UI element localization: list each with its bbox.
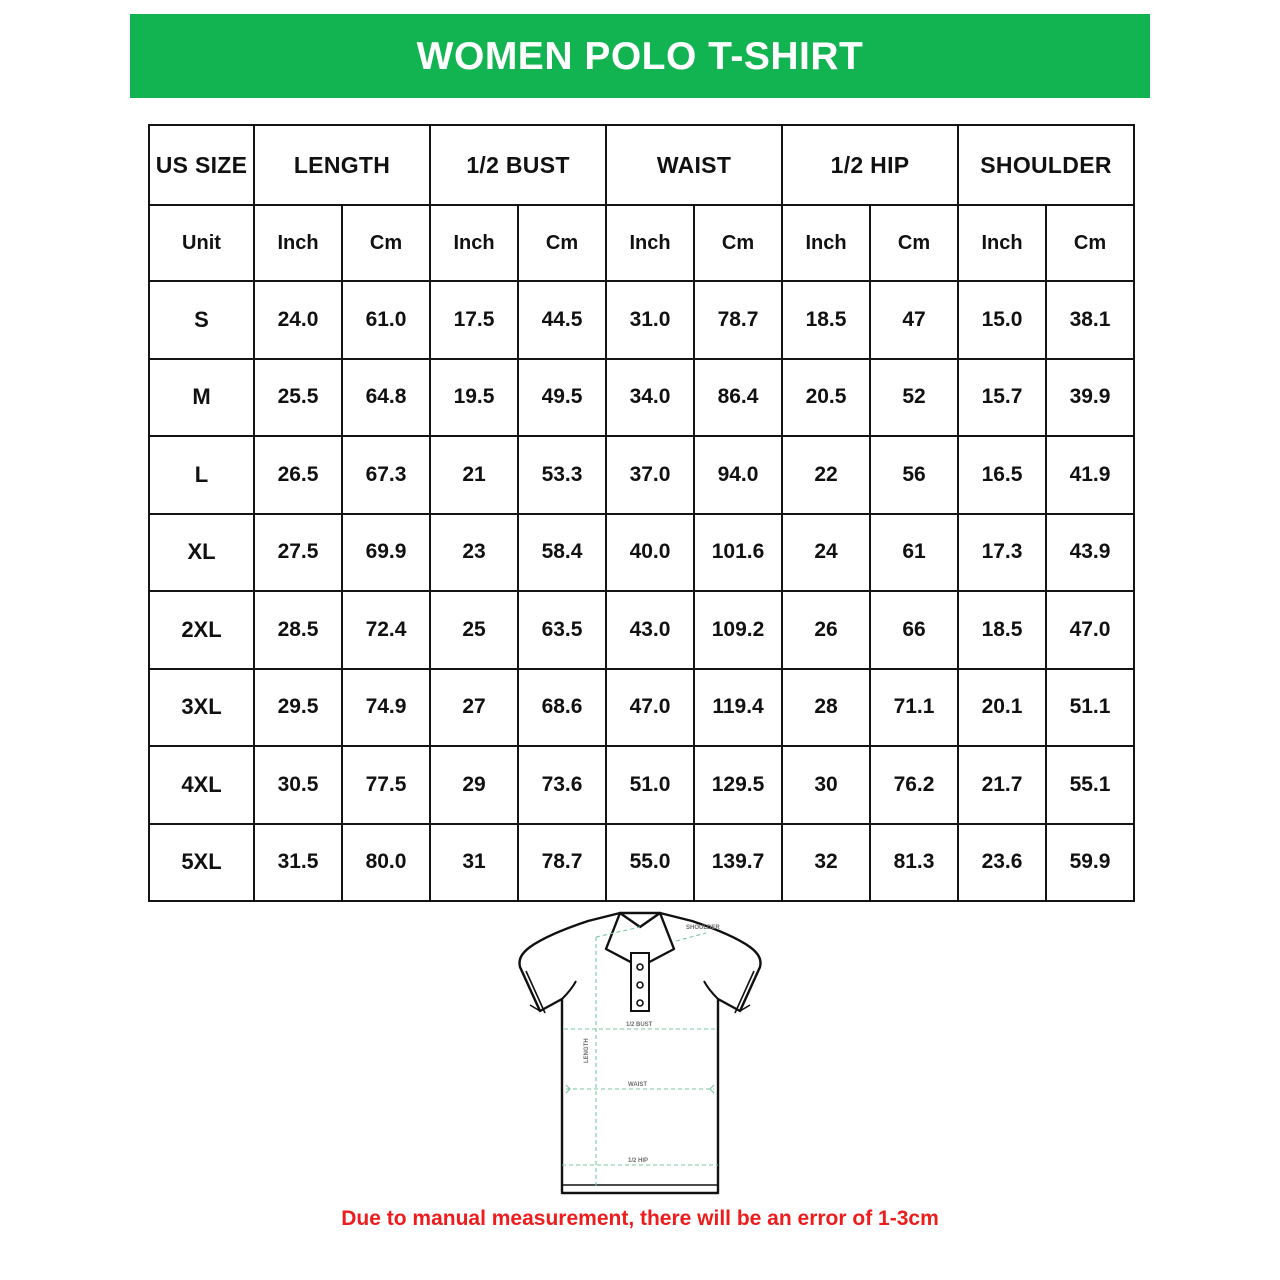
- cell-value: 20.1: [958, 669, 1046, 747]
- label-length: LENGTH: [584, 1038, 590, 1063]
- cell-value: 67.3: [342, 436, 430, 514]
- cell-value: 63.5: [518, 591, 606, 669]
- cell-value: 27: [430, 669, 518, 747]
- cell-value: 20.5: [782, 359, 870, 437]
- cell-value: 47.0: [606, 669, 694, 747]
- row-size-label: XL: [149, 514, 254, 592]
- row-size-label: 4XL: [149, 746, 254, 824]
- cell-value: 71.1: [870, 669, 958, 747]
- cell-value: 109.2: [694, 591, 782, 669]
- size-table-container: [148, 124, 1133, 902]
- cell-value: 17.3: [958, 514, 1046, 592]
- unit-cell: Cm: [1046, 205, 1134, 281]
- unit-cell: Inch: [782, 205, 870, 281]
- header-group-waist: WAIST: [606, 125, 782, 205]
- header-group-half-hip: 1/2 HIP: [782, 125, 958, 205]
- cell-value: 41.9: [1046, 436, 1134, 514]
- header-group-half-bust: 1/2 BUST: [430, 125, 606, 205]
- cell-value: 81.3: [870, 824, 958, 902]
- cell-value: 64.8: [342, 359, 430, 437]
- cell-value: 39.9: [1046, 359, 1134, 437]
- cell-value: 69.9: [342, 514, 430, 592]
- unit-cell: Cm: [518, 205, 606, 281]
- cell-value: 66: [870, 591, 958, 669]
- cell-value: 15.7: [958, 359, 1046, 437]
- cell-value: 68.6: [518, 669, 606, 747]
- cell-value: 40.0: [606, 514, 694, 592]
- row-size-label: M: [149, 359, 254, 437]
- table-row: [149, 359, 1134, 437]
- cell-value: 86.4: [694, 359, 782, 437]
- cell-value: 76.2: [870, 746, 958, 824]
- cell-value: 18.5: [958, 591, 1046, 669]
- table-row: [149, 514, 1134, 592]
- header-us-size: US SIZE: [149, 125, 254, 205]
- cell-value: 31.5: [254, 824, 342, 902]
- cell-value: 78.7: [518, 824, 606, 902]
- cell-value: 78.7: [694, 281, 782, 359]
- cell-value: 43.9: [1046, 514, 1134, 592]
- cell-value: 24.0: [254, 281, 342, 359]
- cell-value: 61: [870, 514, 958, 592]
- row-size-label: 5XL: [149, 824, 254, 902]
- cell-value: 72.4: [342, 591, 430, 669]
- cell-value: 44.5: [518, 281, 606, 359]
- cell-value: 80.0: [342, 824, 430, 902]
- unit-cell: Cm: [870, 205, 958, 281]
- cell-value: 34.0: [606, 359, 694, 437]
- cell-value: 129.5: [694, 746, 782, 824]
- table-row: [149, 669, 1134, 747]
- cell-value: 51.1: [1046, 669, 1134, 747]
- measurement-disclaimer: Due to manual measurement, there will be an error of 1-3cm: [341, 1207, 939, 1230]
- cell-value: 43.0: [606, 591, 694, 669]
- label-waist: WAIST: [628, 1082, 647, 1088]
- row-size-label: S: [149, 281, 254, 359]
- cell-value: 101.6: [694, 514, 782, 592]
- row-size-label: 2XL: [149, 591, 254, 669]
- cell-value: 49.5: [518, 359, 606, 437]
- cell-value: 119.4: [694, 669, 782, 747]
- row-size-label: 3XL: [149, 669, 254, 747]
- cell-value: 18.5: [782, 281, 870, 359]
- cell-value: 21.7: [958, 746, 1046, 824]
- cell-value: 21: [430, 436, 518, 514]
- cell-value: 55.1: [1046, 746, 1134, 824]
- cell-value: 23.6: [958, 824, 1046, 902]
- polo-shirt-illustration: [500, 893, 780, 1203]
- table-group-header-row: [149, 125, 1134, 205]
- cell-value: 32: [782, 824, 870, 902]
- cell-value: 73.6: [518, 746, 606, 824]
- cell-value: 53.3: [518, 436, 606, 514]
- cell-value: 139.7: [694, 824, 782, 902]
- cell-value: 28.5: [254, 591, 342, 669]
- cell-value: 30.5: [254, 746, 342, 824]
- cell-value: 30: [782, 746, 870, 824]
- table-row: [149, 591, 1134, 669]
- label-shoulder: SHOULDER: [686, 925, 720, 931]
- header-group-length: LENGTH: [254, 125, 430, 205]
- label-half-bust: 1/2 BUST: [626, 1022, 653, 1028]
- cell-value: 26.5: [254, 436, 342, 514]
- cell-value: 15.0: [958, 281, 1046, 359]
- table-row: [149, 436, 1134, 514]
- cell-value: 77.5: [342, 746, 430, 824]
- table-row: [149, 281, 1134, 359]
- cell-value: 16.5: [958, 436, 1046, 514]
- table-row: [149, 746, 1134, 824]
- unit-label: Unit: [149, 205, 254, 281]
- cell-value: 74.9: [342, 669, 430, 747]
- size-table: [148, 124, 1135, 902]
- table-unit-row: [149, 205, 1134, 281]
- cell-value: 51.0: [606, 746, 694, 824]
- cell-value: 58.4: [518, 514, 606, 592]
- cell-value: 59.9: [1046, 824, 1134, 902]
- table-row: [149, 824, 1134, 902]
- cell-value: 25: [430, 591, 518, 669]
- cell-value: 27.5: [254, 514, 342, 592]
- header-group-shoulder: SHOULDER: [958, 125, 1134, 205]
- unit-cell: Inch: [430, 205, 518, 281]
- cell-value: 55.0: [606, 824, 694, 902]
- page-title: WOMEN POLO T-SHIRT: [416, 34, 864, 78]
- cell-value: 29.5: [254, 669, 342, 747]
- polo-shirt-icon: [500, 893, 780, 1203]
- cell-value: 17.5: [430, 281, 518, 359]
- cell-value: 52: [870, 359, 958, 437]
- cell-value: 28: [782, 669, 870, 747]
- unit-cell: Inch: [958, 205, 1046, 281]
- cell-value: 23: [430, 514, 518, 592]
- header-banner: [130, 14, 1150, 98]
- cell-value: 56: [870, 436, 958, 514]
- cell-value: 61.0: [342, 281, 430, 359]
- label-half-hip: 1/2 HIP: [628, 1158, 649, 1164]
- cell-value: 94.0: [694, 436, 782, 514]
- row-size-label: L: [149, 436, 254, 514]
- cell-value: 29: [430, 746, 518, 824]
- unit-cell: Cm: [694, 205, 782, 281]
- cell-value: 38.1: [1046, 281, 1134, 359]
- unit-cell: Cm: [342, 205, 430, 281]
- cell-value: 37.0: [606, 436, 694, 514]
- cell-value: 25.5: [254, 359, 342, 437]
- cell-value: 31.0: [606, 281, 694, 359]
- cell-value: 26: [782, 591, 870, 669]
- unit-cell: Inch: [606, 205, 694, 281]
- unit-cell: Inch: [254, 205, 342, 281]
- cell-value: 22: [782, 436, 870, 514]
- cell-value: 47: [870, 281, 958, 359]
- cell-value: 24: [782, 514, 870, 592]
- cell-value: 19.5: [430, 359, 518, 437]
- cell-value: 47.0: [1046, 591, 1134, 669]
- cell-value: 31: [430, 824, 518, 902]
